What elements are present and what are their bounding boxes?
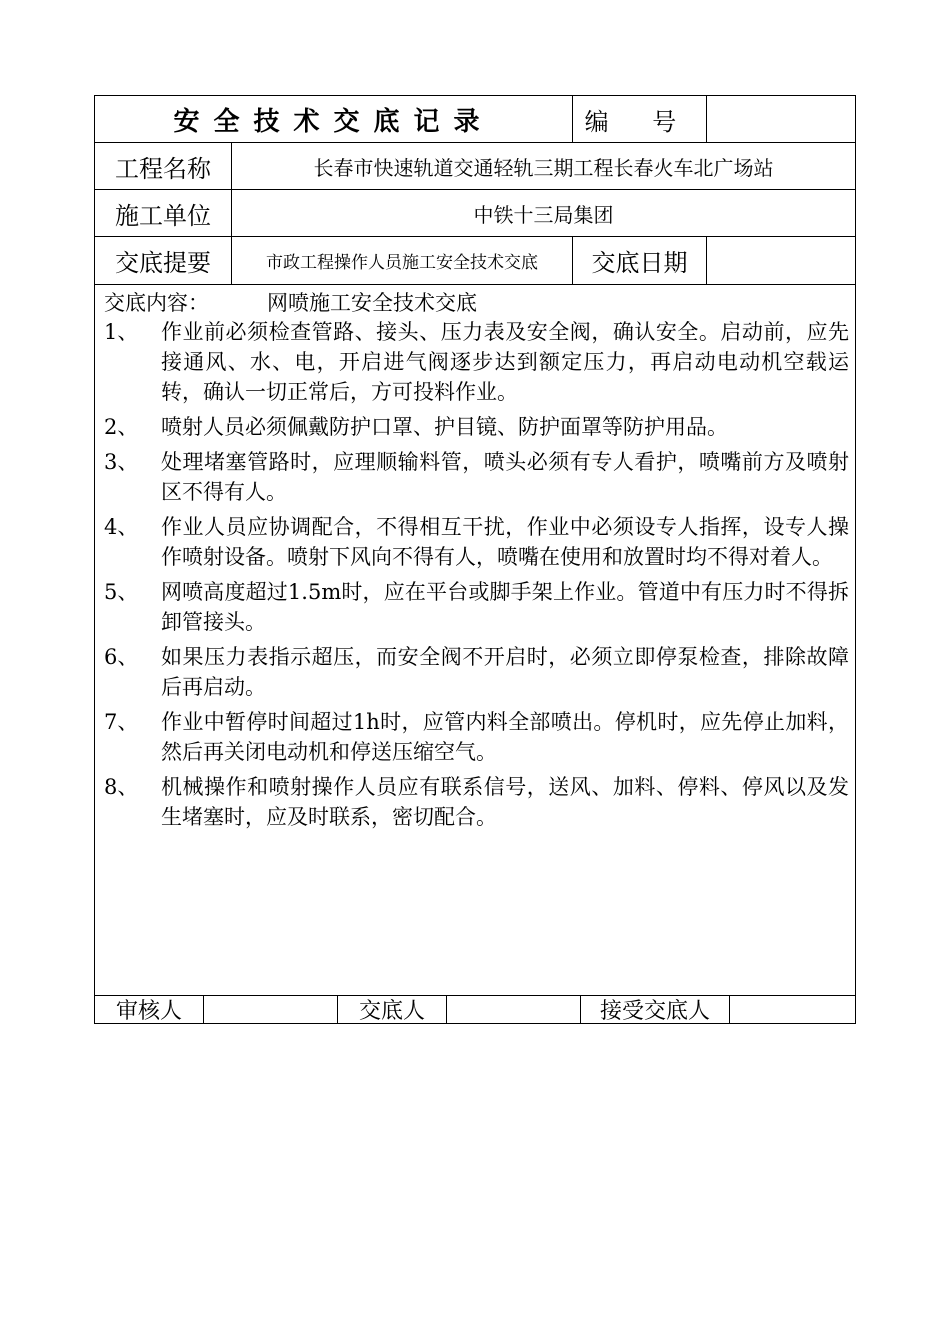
content-subject: 网喷施工安全技术交底 xyxy=(267,291,477,315)
contractor-value: 中铁十三局集团 xyxy=(231,190,855,236)
signature-row xyxy=(95,996,855,1023)
content-label: 交底内容： xyxy=(104,291,209,315)
disclosure-content xyxy=(95,285,855,996)
item-text: 喷射人员必须佩戴防护口罩、护目镜、防护面罩等防护用品。 xyxy=(161,415,728,439)
item-text: 如果压力表指示超压，而安全阀不开启时，必须立即停泵检查，排除故障后再启动。 xyxy=(161,645,849,699)
item-number: 2、 xyxy=(104,415,139,439)
reviewer-field[interactable] xyxy=(203,996,337,1023)
summary-value: 市政工程操作人员施工安全技术交底 xyxy=(231,237,572,284)
list-item xyxy=(104,642,849,702)
contractor-row xyxy=(95,190,855,237)
item-number: 8、 xyxy=(104,775,139,799)
item-text: 作业人员应协调配合，不得相互干扰，作业中必须设专人指挥，设专人操作喷射设备。喷射下风向不得有人，喷嘴在使用和放置时均不得对着人。 xyxy=(161,515,849,569)
date-label: 交底日期 xyxy=(572,237,706,284)
project-label: 工程名称 xyxy=(115,154,211,183)
number-label: 编 号 xyxy=(572,96,706,142)
project-row xyxy=(95,143,855,190)
receiver-label: 接受交底人 xyxy=(580,996,729,1023)
item-number: 4、 xyxy=(104,515,139,539)
reviewer-label: 审核人 xyxy=(115,999,182,1024)
safety-disclosure-form xyxy=(94,95,856,1024)
list-item xyxy=(104,317,849,407)
item-text: 作业前必须检查管路、接头、压力表及安全阀，确认安全。启动前，应先接通风、水、电，开启进气阀逐步达到额定压力，再启动电动机空载运转，确认一切正常后，方可投料作业。 xyxy=(161,320,849,404)
summary-label: 交底提要 xyxy=(115,249,211,277)
item-text: 作业中暂停时间超过1h时，应管内料全部喷出。停机时，应先停止加料，然后再关闭电动机和停送压缩空气。 xyxy=(161,710,849,764)
date-field[interactable] xyxy=(706,237,855,284)
item-number: 1、 xyxy=(104,320,139,344)
discloser-label: 交底人 xyxy=(337,996,446,1023)
contractor-label: 施工单位 xyxy=(115,201,211,230)
item-list xyxy=(104,317,849,837)
content-heading xyxy=(104,287,477,317)
item-number: 7、 xyxy=(104,710,139,734)
form-title: 安全技术交底记录 xyxy=(173,106,494,137)
list-item xyxy=(104,447,849,507)
receiver-field[interactable] xyxy=(729,996,855,1023)
item-number: 3、 xyxy=(104,450,139,474)
list-item xyxy=(104,577,849,637)
list-item xyxy=(104,512,849,572)
item-text: 机械操作和喷射操作人员应有联系信号，送风、加料、停料、停风以及发生堵塞时，应及时联系，密切配合。 xyxy=(161,775,849,829)
list-item xyxy=(104,412,849,442)
list-item xyxy=(104,707,849,767)
list-item xyxy=(104,772,849,832)
discloser-field[interactable] xyxy=(446,996,580,1023)
item-number: 5、 xyxy=(104,580,139,604)
number-field[interactable] xyxy=(706,96,855,142)
title-row xyxy=(95,96,855,143)
summary-row xyxy=(95,237,855,285)
project-value: 长春市快速轨道交通轻轨三期工程长春火车北广场站 xyxy=(231,143,855,189)
item-text: 网喷高度超过1.5m时，应在平台或脚手架上作业。管道中有压力时不得拆卸管接头。 xyxy=(161,580,849,634)
item-number: 6、 xyxy=(104,645,139,669)
item-text: 处理堵塞管路时，应理顺输料管，喷头必须有专人看护，喷嘴前方及喷射区不得有人。 xyxy=(161,450,849,504)
